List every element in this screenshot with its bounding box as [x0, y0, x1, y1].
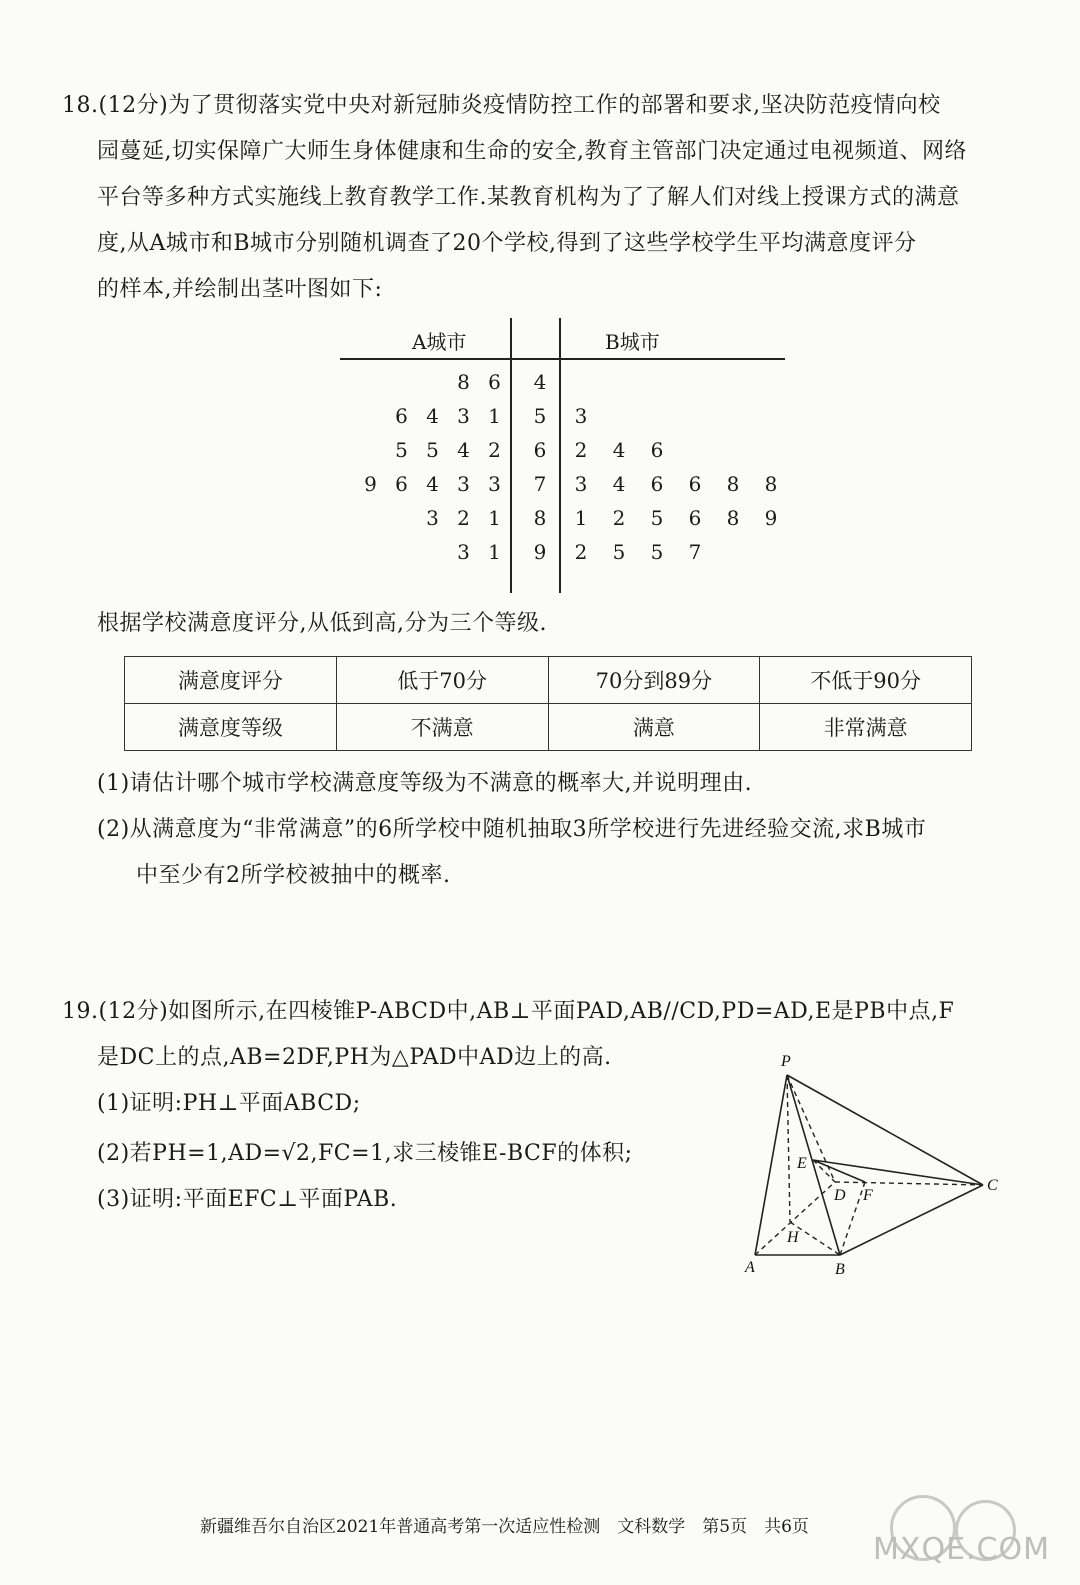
pyramid-figure [735, 1050, 1015, 1280]
table-cell: 70分到89分 [548, 657, 760, 704]
stem-leaf-header-rule [340, 358, 785, 360]
leaf-b: 3 [574, 404, 588, 428]
stem: 6 [533, 438, 547, 462]
q18-line-3: 平台等多种方式实施线上教育教学工作.某教育机构为了了解人们对线上授课方式的满意 [97, 185, 960, 210]
leaf-a: 3 [457, 472, 470, 496]
grade-intro: 根据学校满意度评分,从低到高,分为三个等级. [97, 611, 547, 636]
leaf-b: 5 [650, 540, 664, 564]
leaf-a: 2 [457, 506, 470, 530]
stem-leaf-row [340, 370, 790, 404]
stem-leaf-left-leaves [355, 472, 510, 496]
leaf-a: 6 [488, 370, 501, 394]
leaf-a: 4 [457, 438, 470, 462]
leaf-a: 4 [426, 472, 439, 496]
leaf-b: 6 [650, 472, 664, 496]
leaf-b: 4 [612, 472, 626, 496]
table-cell: 满意度评分 [125, 657, 337, 704]
table-cell: 不低于90分 [760, 657, 972, 704]
leaf-b: 5 [650, 506, 664, 530]
q18-sub-1: (1)请估计哪个城市学校满意度等级为不满意的概率大,并说明理由. [97, 771, 753, 796]
leaf-b: 8 [726, 472, 740, 496]
stem-leaf-left-leaves [386, 438, 510, 462]
leaf-b: 8 [726, 506, 740, 530]
leaf-a: 1 [488, 506, 501, 530]
leaf-b: 4 [612, 438, 626, 462]
stem-leaf-right-leaves [562, 472, 790, 496]
q19-line-2: 是DC上的点,AB=2DF,PH为△PAD中AD边上的高. [97, 1045, 612, 1070]
edge-PC [787, 1075, 983, 1185]
leaf-b: 3 [574, 472, 588, 496]
edge-EC [813, 1160, 983, 1185]
stem: 8 [533, 506, 547, 530]
edge-BC [840, 1185, 983, 1255]
table-row [125, 657, 972, 704]
table-cell: 非常满意 [760, 704, 972, 751]
q18-sub-2-line-1: (2)从满意度为“非常满意”的6所学校中随机抽取3所学校进行先进经验交流,求B城市 [97, 817, 927, 842]
stem-leaf-right-title: B城市 [605, 330, 660, 354]
q18-line-5: 的样本,并绘制出茎叶图如下: [97, 277, 383, 302]
stem: 4 [533, 370, 547, 394]
leaf-a: 3 [426, 506, 439, 530]
leaf-a: 5 [426, 438, 439, 462]
q19-line-1: 19.(12分)如图所示,在四棱锥P-ABCD中,AB⊥平面PAD,AB//CD,PD=AD,E是PB中点,F [62, 999, 955, 1024]
table-row [125, 704, 972, 751]
stem: 9 [533, 540, 547, 564]
stem-leaf-left-leaves [386, 404, 510, 428]
q19-sub-3: (3)证明:平面EFC⊥平面PAB. [97, 1187, 398, 1212]
stem-leaf-row [340, 506, 790, 540]
leaf-b: 6 [688, 472, 702, 496]
leaf-b: 9 [764, 506, 778, 530]
table-cell: 不满意 [336, 704, 548, 751]
leaf-b: 2 [574, 540, 588, 564]
table-cell: 满意 [548, 704, 760, 751]
stem-leaf-left-leaves [448, 540, 510, 564]
leaf-a: 1 [488, 540, 501, 564]
leaf-a: 3 [488, 472, 501, 496]
label-A: A [745, 1259, 755, 1276]
stem-leaf-left-leaves [448, 370, 510, 394]
edge-PH [787, 1075, 790, 1222]
grade-table [124, 656, 972, 751]
leaf-b: 2 [574, 438, 588, 462]
stem-leaf-left-leaves [417, 506, 510, 530]
leaf-a: 2 [488, 438, 501, 462]
label-F: F [863, 1187, 873, 1204]
leaf-b: 5 [612, 540, 626, 564]
q18-line-2: 园蔓延,切实保障广大师生身体健康和生命的安全,教育主管部门决定通过电视频道、网络 [97, 139, 967, 164]
edge-PD [787, 1075, 835, 1182]
leaf-a: 3 [457, 404, 470, 428]
leaf-a: 1 [488, 404, 501, 428]
stem-leaf-row [340, 438, 790, 472]
label-C: C [987, 1177, 998, 1194]
table-cell: 满意度等级 [125, 704, 337, 751]
q18-sub-2-line-2: 中至少有2所学校被抽中的概率. [136, 863, 451, 888]
stem-leaf-right-leaves [562, 404, 600, 428]
stem-leaf-right-leaves [562, 506, 790, 530]
label-D: D [834, 1187, 846, 1204]
leaf-b: 7 [688, 540, 702, 564]
label-P: P [781, 1053, 791, 1070]
leaf-b: 6 [650, 438, 664, 462]
leaf-b: 2 [612, 506, 626, 530]
q18-line-1: 18.(12分)为了贯彻落实党中央对新冠肺炎疫情防控工作的部署和要求,坚决防范疫情向校 [62, 93, 941, 118]
stem-leaf-row [340, 472, 790, 506]
leaf-b: 1 [574, 506, 588, 530]
watermark-text: MXQE.COM [873, 1532, 1050, 1567]
table-cell: 低于70分 [336, 657, 548, 704]
label-H: H [787, 1229, 799, 1246]
leaf-a: 4 [426, 404, 439, 428]
leaf-a: 9 [364, 472, 377, 496]
stem: 7 [533, 472, 547, 496]
leaf-b: 6 [688, 506, 702, 530]
leaf-a: 6 [395, 472, 408, 496]
label-E: E [797, 1155, 807, 1172]
q19-sub-2: (2)若PH=1,AD=√2,FC=1,求三棱锥E-BCF的体积; [97, 1141, 633, 1166]
label-B: B [835, 1261, 845, 1278]
stem-leaf-left-title: A城市 [412, 330, 467, 354]
stem-leaf-plot [340, 318, 790, 598]
stem-leaf-right-leaves [562, 540, 714, 564]
stem: 5 [533, 404, 547, 428]
page-footer: 新疆维吾尔自治区2021年普通高考第一次适应性检测 文科数学 第5页 共6页 [200, 1517, 809, 1537]
edge-PB [787, 1075, 840, 1255]
leaf-a: 8 [457, 370, 470, 394]
leaf-b: 8 [764, 472, 778, 496]
leaf-a: 5 [395, 438, 408, 462]
leaf-a: 6 [395, 404, 408, 428]
stem-leaf-row [340, 540, 790, 574]
q19-sub-1: (1)证明:PH⊥平面ABCD; [97, 1091, 361, 1116]
stem-leaf-row [340, 404, 790, 438]
edge-PA [755, 1075, 787, 1255]
q18-line-4: 度,从A城市和B城市分别随机调查了20个学校,得到了这些学校学生平均满意度评分 [97, 231, 917, 256]
leaf-a: 3 [457, 540, 470, 564]
stem-leaf-right-leaves [562, 438, 676, 462]
